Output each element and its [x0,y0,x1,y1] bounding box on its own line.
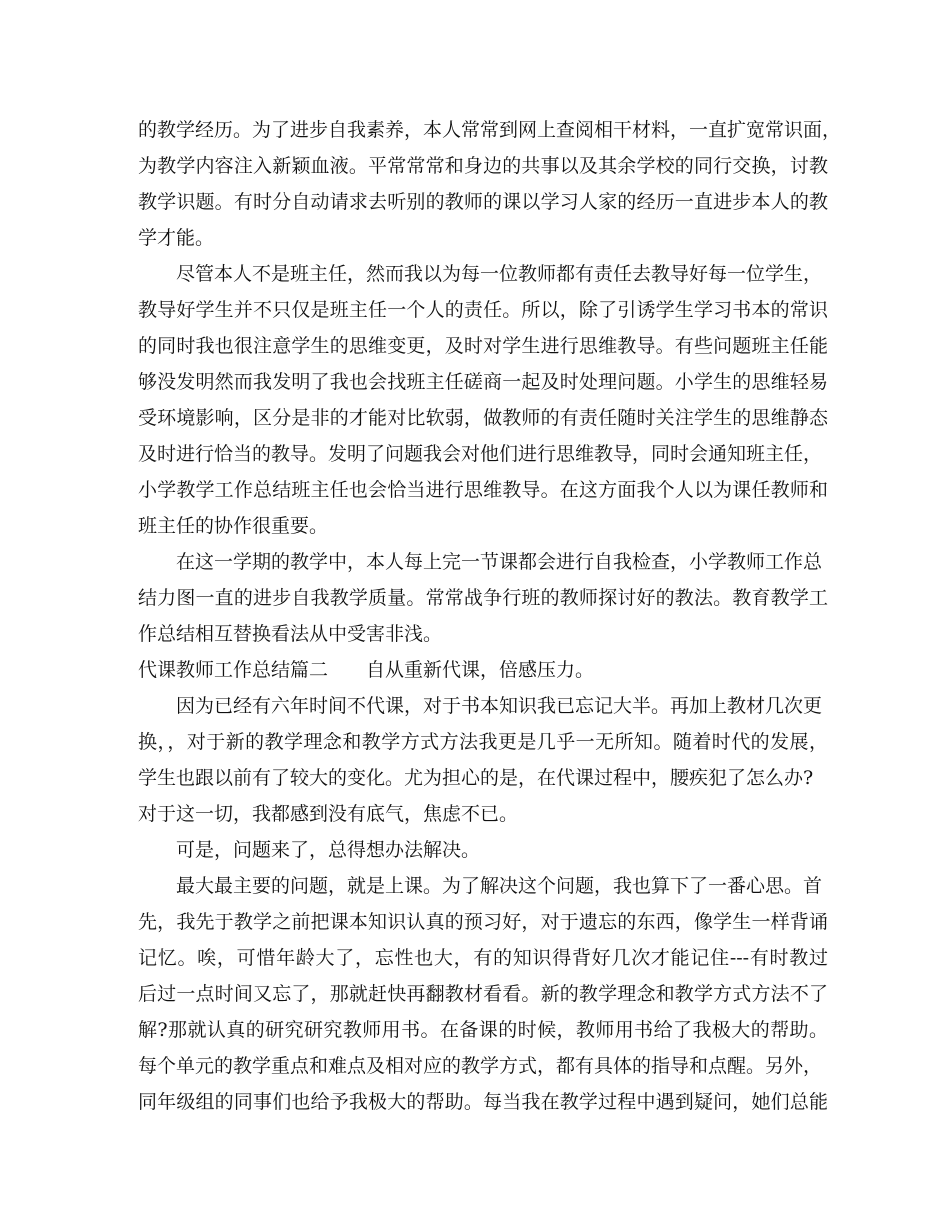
text-line: 及时进行恰当的教导。发明了问题我会对他们进行思维教导，同时会通知班主任， [138,443,823,465]
section-heading [138,652,828,688]
text-line: 教导好学生并不只仅是班主任一个人的责任。所以，除了引诱学生学习书本的常识 [138,299,828,321]
text-line: 小学教学工作总结班主任也会恰当进行思维教导。在这方面我个人以为课任教师和 [138,479,828,501]
text-line: 够没发明然而我发明了我也会找班主任磋商一起及时处理问题。小学生的思维轻易 [138,371,828,393]
text-line: 结力图一直的进步自我教学质量。常常战争行班的教师探讨好的教法。教育教学工 [138,587,828,609]
text-line: 因为已经有六年时间不代课，对于书本知识我已忘记大半。再加上教材几次更 [176,695,823,717]
text-line: 最大最主要的问题，就是上课。为了解决这个问题，我也算下了一番心思。首 [176,875,823,897]
text-line: 同年级组的同事们也给予我极大的帮助。每当我在教学过程中遇到疑问，她们总能 [138,1091,828,1113]
text-line: 后过一点时间又忘了，那就赶快再翻教材看看。新的教学理念和教学方式方法不了 [138,983,828,1005]
document-body [138,112,842,1120]
text-line: 学生也跟以前有了较大的变化。尤为担心的是，在代课过程中，腰疾犯了怎么办? [138,767,814,789]
text-line: 每个单元的教学重点和难点及相对应的教学方式，都有具体的指导和点醒。另外， [138,1055,823,1077]
paragraph [138,112,842,256]
text-line: 可是，问题来了，总得想办法解决。 [176,839,481,861]
text-line: 尽管本人不是班主任，然而我以为每一位教师都有责任去教导好每一位学生， [176,263,823,285]
section-intro: 自从重新代课，倍感压力。 [366,659,595,681]
paragraph [138,256,828,544]
paragraph [138,832,828,868]
text-line: 的教学经历。为了进步自我素养，本人常常到网上查阅相干材料，一直扩宽常识面， [138,119,842,141]
paragraph [138,868,828,1120]
section-heading-line [138,652,828,688]
text-line: 在这一学期的教学中，本人每上完一节课都会进行自我检查，小学教师工作总 [176,551,823,573]
text-line: 为教学内容注入新颖血液。平常常常和身边的共事以及其余学校的同行交换，讨教 [138,155,828,177]
section-title: 代课教师工作总结篇二 [138,659,329,681]
text-line: 班主任的协作很重要。 [138,515,329,537]
text-line: 作总结相互替换看法从中受害非浅。 [138,623,443,645]
text-line: 学才能。 [138,227,215,249]
text-line: 教学识题。有时分自动请求去听别的教师的课以学习人家的经历一直进步本人的教 [138,191,828,213]
paragraph [138,544,828,652]
paragraph [138,688,828,832]
text-line: 换，，对于新的教学理念和教学方式方法我更是几乎一无所知。随着时代的发展， [138,731,828,753]
text-line: 的同时我也很注意学生的思维变更，及时对学生进行思维教导。有些问题班主任能 [138,335,828,357]
text-line: 受环境影响，区分是非的才能对比软弱，做教师的有责任随时关注学生的思维静态 [138,407,828,429]
text-line: 解?那就认真的研究研究教师用书。在备课的时候，教师用书给了我极大的帮助。 [138,1019,828,1041]
text-line: 记忆。唉，可惜年龄大了，忘性也大，有的知识得背好几次才能记住---有时教过 [138,947,828,969]
text-line: 对于这一切，我都感到没有底气，焦虑不已。 [138,803,519,825]
text-line: 先，我先于教学之前把课本知识认真的预习好，对于遗忘的东西，像学生一样背诵 [138,911,828,933]
